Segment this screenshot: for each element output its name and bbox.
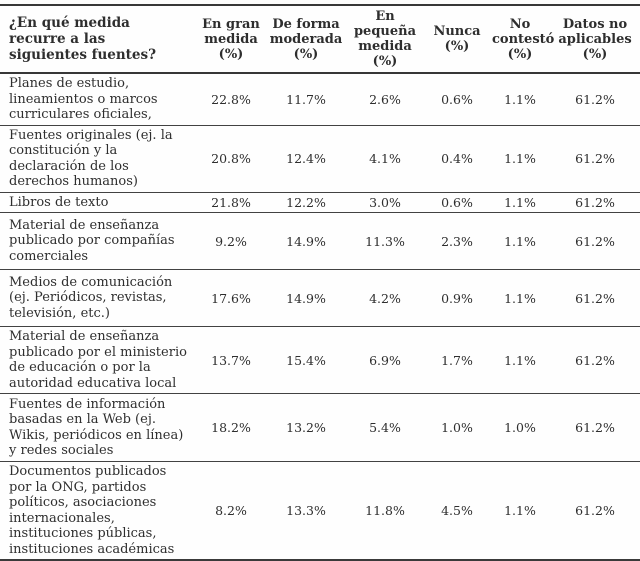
cell-value: 12.4% — [286, 151, 326, 166]
row-label: Planes de estudio, lineamientos o marcos curriculares oficiales, — [9, 76, 158, 122]
cell-value: 6.9% — [369, 352, 401, 368]
cell-value: 13.2% — [286, 420, 326, 435]
table-body — [0, 73, 640, 560]
cell-value: 15.4% — [286, 352, 326, 368]
cell-value: 11.7% — [286, 91, 326, 107]
column-header-datos-no-aplicables: Datos no aplicables (%) — [550, 5, 640, 73]
cell-value: 4.2% — [369, 290, 401, 306]
cell-value: 1.0% — [504, 420, 536, 435]
cell-value: 61.2% — [575, 151, 615, 166]
cell-value: 61.2% — [575, 194, 615, 210]
row-label: Fuentes de información basadas en la Web (ej. Wikis, periódicos en línea) y redes sociales — [9, 396, 184, 458]
row-label: Material de enseñanza publicado por compañías comerciales — [9, 217, 175, 264]
table-row — [0, 394, 640, 462]
cell-value: 0.9% — [441, 290, 473, 306]
cell-value: 14.9% — [286, 290, 326, 306]
column-header-no-contesto: No contestó (%) — [490, 5, 550, 73]
cell-value: 21.8% — [211, 194, 251, 210]
cell-value: 61.2% — [575, 91, 615, 107]
cell-value: 1.1% — [504, 233, 536, 249]
table-row — [0, 213, 640, 270]
cell-value: 11.3% — [365, 233, 405, 249]
cell-value: 61.2% — [575, 420, 615, 435]
cell-value: 1.1% — [504, 352, 536, 368]
cell-value: 1.1% — [504, 194, 536, 210]
cell-value: 1.0% — [441, 420, 473, 435]
cell-value: 61.2% — [575, 233, 615, 249]
cell-value: 0.6% — [441, 91, 473, 107]
column-header-de-forma-moderada: De forma moderada (%) — [266, 5, 346, 73]
cell-value: 1.1% — [504, 290, 536, 306]
question-header: ¿En qué medida recurre a las siguientes fuentes? — [0, 5, 196, 73]
cell-value: 12.2% — [286, 194, 326, 210]
column-header-en-gran-medida: En gran medida (%) — [196, 5, 266, 73]
table-row — [0, 327, 640, 394]
table-header — [0, 5, 640, 73]
cell-value: 9.2% — [215, 233, 247, 249]
column-header-en-pequena-medida: En pequeña medida (%) — [346, 5, 424, 73]
cell-value: 14.9% — [286, 233, 326, 249]
cell-value: 1.1% — [504, 151, 536, 166]
cell-value: 8.2% — [215, 503, 247, 518]
cell-value: 4.5% — [441, 503, 473, 518]
survey-sources-table — [0, 4, 640, 561]
table-row — [0, 125, 640, 192]
row-label: Documentos publicados por la ONG, partidos políticos, asociaciones internacionales, instituciones públicas, instituciones académicas — [9, 464, 175, 557]
row-label: Libros de texto — [9, 194, 109, 210]
cell-value: 1.1% — [504, 503, 536, 518]
cell-value: 17.6% — [211, 290, 251, 306]
cell-value: 0.6% — [441, 194, 473, 210]
cell-value: 11.8% — [365, 503, 405, 518]
cell-value: 4.1% — [369, 151, 401, 166]
row-label: Fuentes originales (ej. la constitución y la declaración de los derechos humanos) — [9, 127, 173, 189]
column-header-nunca: Nunca (%) — [424, 5, 490, 73]
cell-value: 13.3% — [286, 503, 326, 518]
table-row — [0, 270, 640, 327]
table-row — [0, 73, 640, 125]
cell-value: 22.8% — [211, 91, 251, 107]
cell-value: 5.4% — [369, 420, 401, 435]
row-label: Material de enseñanza publicado por el ministerio de educación o por la autoridad educativa local — [9, 329, 187, 391]
cell-value: 61.2% — [575, 352, 615, 368]
cell-value: 1.1% — [504, 91, 536, 107]
cell-value: 2.6% — [369, 91, 401, 107]
cell-value: 13.7% — [211, 352, 251, 368]
cell-value: 2.3% — [441, 233, 473, 249]
cell-value: 61.2% — [575, 503, 615, 518]
header-row — [0, 5, 640, 73]
row-label: Medios de comunicación (ej. Periódicos, revistas, televisión, etc.) — [9, 274, 173, 321]
cell-value: 20.8% — [211, 151, 251, 166]
cell-value: 61.2% — [575, 290, 615, 306]
cell-value: 3.0% — [369, 194, 401, 210]
cell-value: 0.4% — [441, 151, 473, 166]
cell-value: 18.2% — [211, 420, 251, 435]
table-row — [0, 462, 640, 561]
table-row — [0, 192, 640, 213]
cell-value: 1.7% — [441, 352, 473, 368]
